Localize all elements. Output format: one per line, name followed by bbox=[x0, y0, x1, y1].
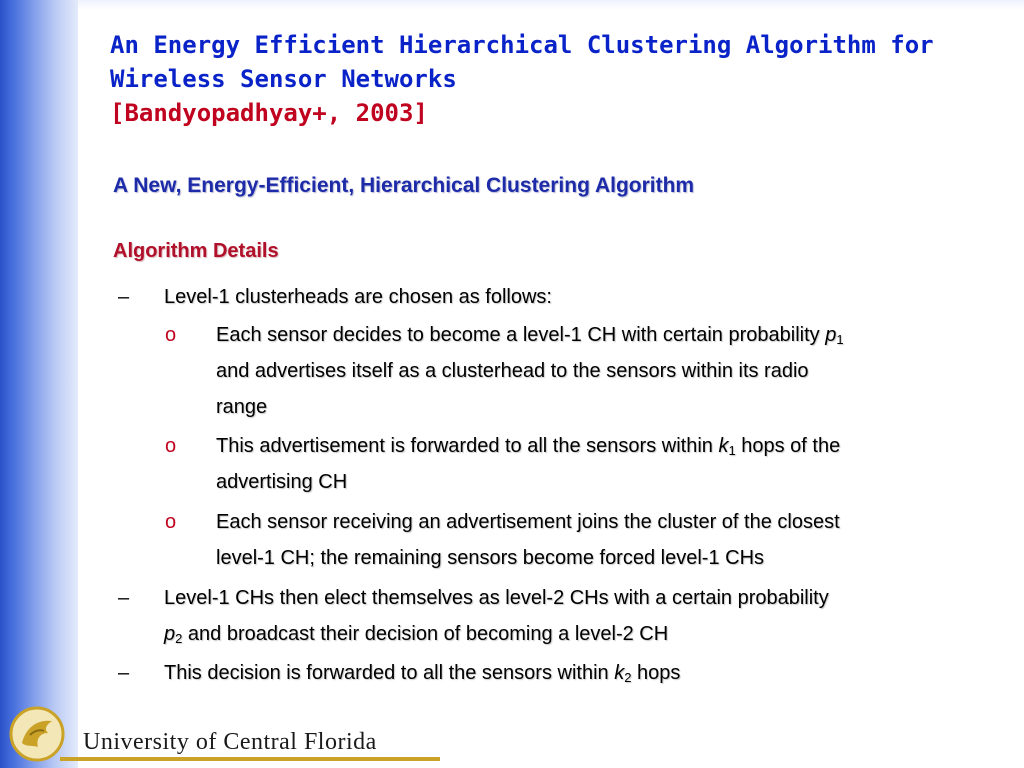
sub-bullet-1-1-text-c: range bbox=[216, 396, 268, 418]
bullet-1: Level-1 clusterheads are chosen as follows: bbox=[164, 286, 552, 308]
sub-bullet-1-1-text-a: Each sensor decides to become a level-1 CH with certain probability bbox=[216, 324, 826, 346]
footer-gold-line bbox=[60, 757, 440, 761]
title-line-2: Wireless Sensor Networks bbox=[110, 65, 457, 93]
sub-marker: o bbox=[165, 511, 177, 533]
dash-marker: – bbox=[118, 587, 130, 609]
var-k: k bbox=[718, 435, 729, 457]
citation: [Bandyopadhyay+, 2003] bbox=[110, 99, 428, 127]
bullet-3 bbox=[164, 655, 1004, 691]
sub-1: 1 bbox=[836, 332, 844, 347]
bullet-3-text-b: hops bbox=[631, 662, 681, 684]
var-p: p bbox=[825, 324, 837, 346]
top-fade bbox=[78, 0, 1024, 10]
sub-bullet-1-1-text-b: and advertises itself as a clusterhead to the sensors within its radio bbox=[216, 360, 809, 382]
var-p: p bbox=[164, 623, 176, 645]
sub-bullet-1-3 bbox=[216, 504, 996, 576]
dash-marker: – bbox=[118, 662, 130, 684]
bullet-2-text-b: and broadcast their decision of becoming a level-2 CH bbox=[182, 623, 669, 645]
sub-1: 1 bbox=[728, 443, 736, 458]
sub-bullet-1-2-text-b: hops of the bbox=[735, 435, 841, 457]
bullet-2 bbox=[164, 580, 1004, 652]
section-heading: Algorithm Details bbox=[113, 240, 279, 262]
left-gradient-bar bbox=[0, 0, 78, 768]
sub-bullet-1-2-text-a: This advertisement is forwarded to all the sensors within bbox=[216, 435, 719, 457]
slide-subtitle: A New, Energy-Efficient, Hierarchical Clustering Algorithm bbox=[113, 174, 695, 197]
sub-bullet-1-1 bbox=[216, 317, 996, 425]
title-line-1: An Energy Efficient Hierarchical Clustering Algorithm for bbox=[110, 31, 934, 59]
pegasus-logo-icon bbox=[8, 705, 66, 763]
sub-2: 2 bbox=[175, 631, 183, 646]
sub-2: 2 bbox=[624, 670, 632, 685]
bullet-2-text-a: Level-1 CHs then elect themselves as level-2 CHs with a certain probability bbox=[164, 587, 829, 609]
sub-bullet-1-2 bbox=[216, 428, 996, 500]
bullet-3-text-a: This decision is forwarded to all the sensors within bbox=[164, 662, 615, 684]
sub-marker: o bbox=[165, 324, 177, 346]
university-name: University of Central Florida bbox=[83, 729, 377, 755]
sub-bullet-1-3-text-a: Each sensor receiving an advertisement joins the cluster of the closest bbox=[216, 511, 840, 533]
dash-marker: – bbox=[118, 286, 130, 308]
sub-bullet-1-3-text-b: level-1 CH; the remaining sensors become forced level-1 CHs bbox=[216, 547, 765, 569]
var-k: k bbox=[614, 662, 625, 684]
slide-title bbox=[110, 28, 1000, 130]
sub-marker: o bbox=[165, 435, 177, 457]
sub-bullet-1-2-text-c: advertising CH bbox=[216, 471, 348, 493]
